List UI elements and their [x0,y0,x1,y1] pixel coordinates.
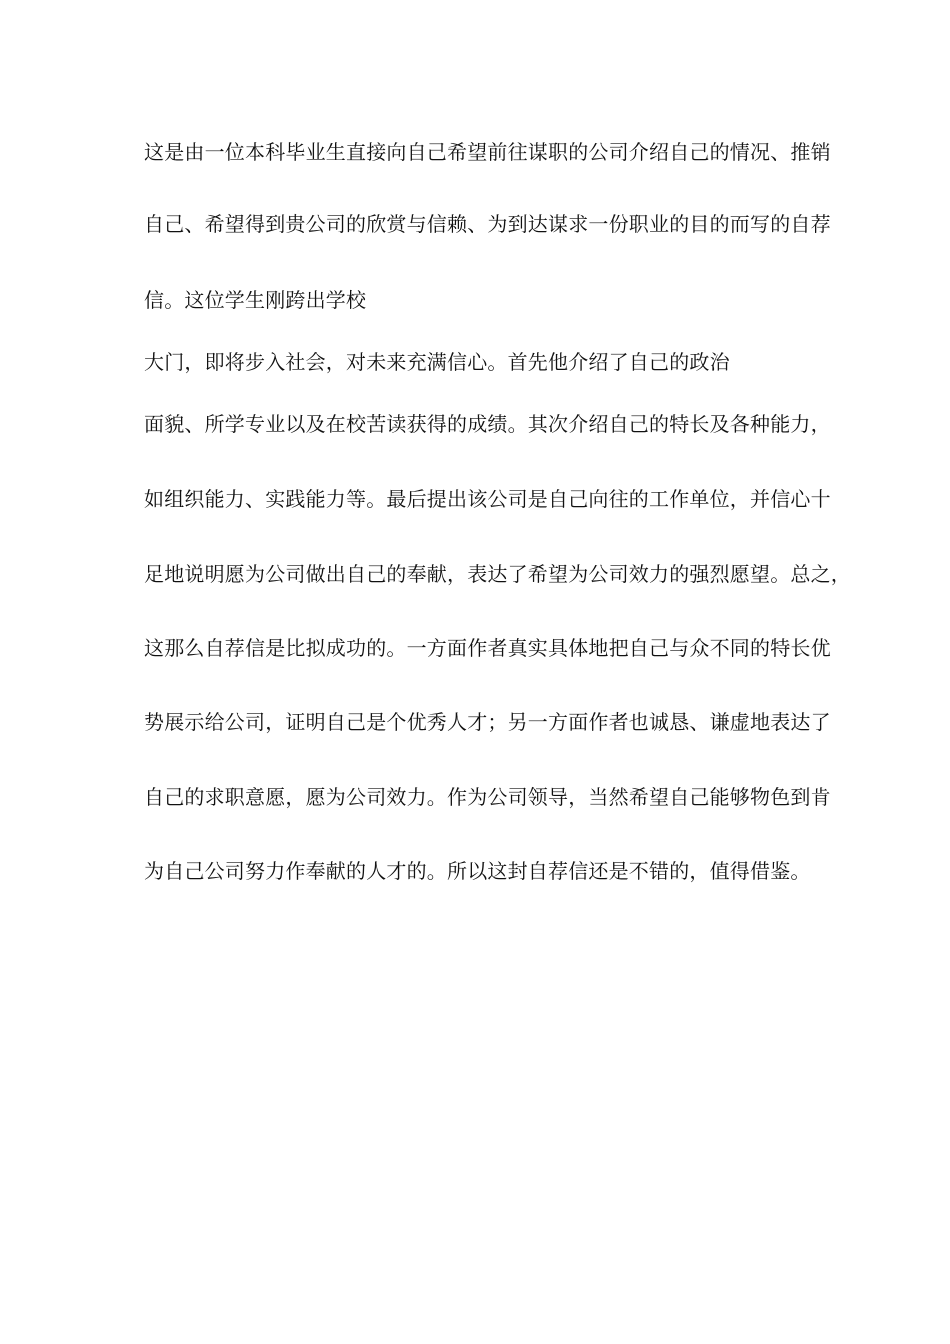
paragraph-line: 势展示给公司，证明自己是个优秀人才；另一方面作者也诚恳、谦虚地表达了 [144,710,831,734]
paragraph-line: 自己、希望得到贵公司的欣赏与信赖、为到达谋求一份职业的目的而写的自荐 [144,212,831,236]
paragraph-line: 这那么自荐信是比拟成功的。一方面作者真实具体地把自己与众不同的特长优 [144,636,831,660]
paragraph-line: 信。这位学生刚跨出学校 [144,288,367,312]
paragraph-line: 自己的求职意愿，愿为公司效力。作为公司领导，当然希望自己能够物色到肯 [144,785,831,809]
paragraph-line: 这是由一位本科毕业生直接向自己希望前往谋职的公司介绍自己的情况、推销 [144,140,831,164]
paragraph-line: 面貌、所学专业以及在校苦读获得的成绩。其次介绍自己的特长及各种能力， [144,412,831,436]
paragraph-line: 为自己公司努力作奉献的人才的。所以这封自荐信还是不错的，值得借鉴。 [144,859,811,883]
paragraph-line: 大门，即将步入社会，对未来充满信心。首先他介绍了自己的政治 [144,350,730,374]
paragraph-line: 如组织能力、实践能力等。最后提出该公司是自己向往的工作单位，并信心十 [144,487,831,511]
paragraph-line: 足地说明愿为公司做出自己的奉献，表达了希望为公司效力的强烈愿望。总之， [144,562,851,586]
